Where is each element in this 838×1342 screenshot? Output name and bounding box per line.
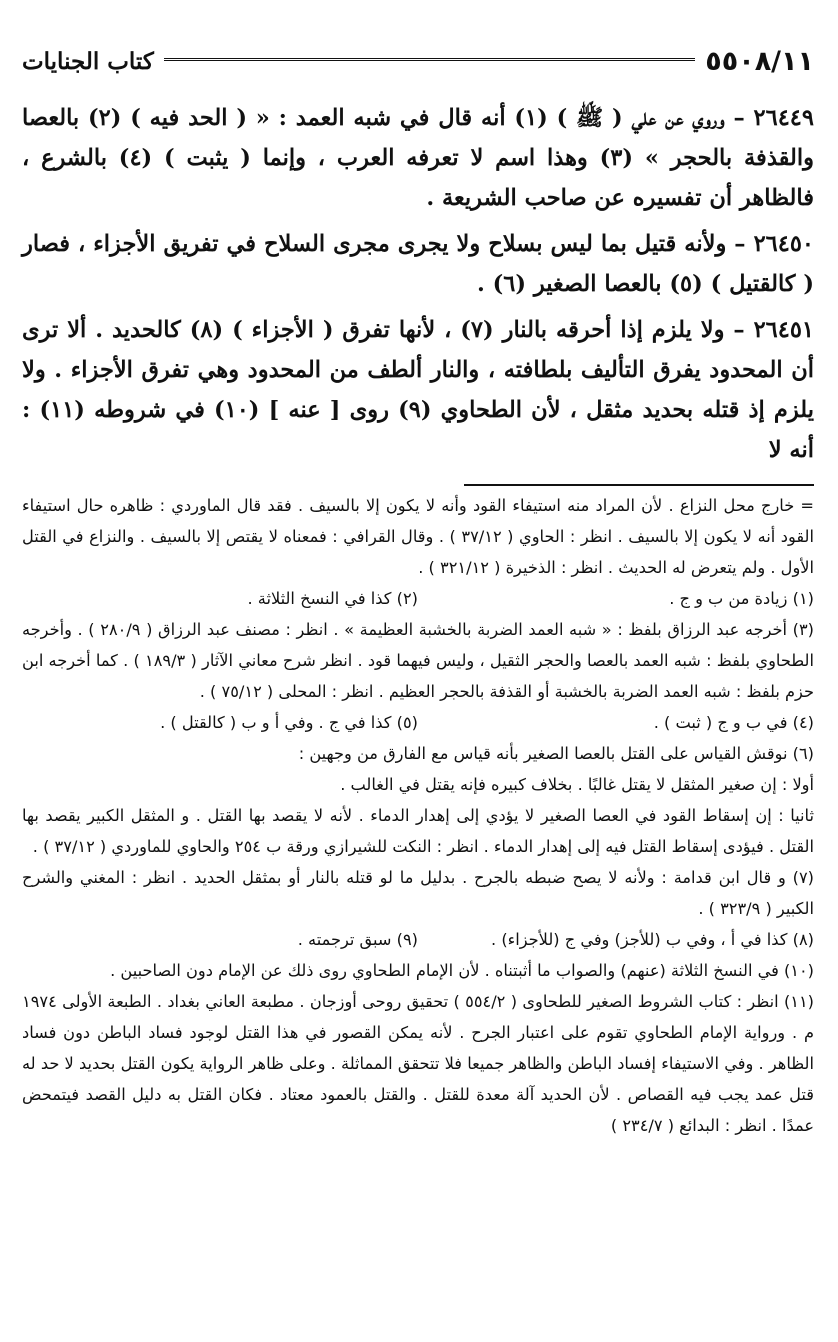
footnote-row-8-9 (22, 924, 814, 955)
footnote-carryover: = خارج محل النزاع . لأن المراد منه استيفاء القود وأنه لا يكون إلا بالسيف . فقد قال الماوردي : ظاهره حال استيفاء القود أنه لا يكون إلا بالسيف . انظر : الحاوي ( ٣٧/١٢ ) . وقال القرافي : فمعناه لا يقتص إلا بالسيف . والنزاع في القتل الأول . ولم يتعرض له الحديث . انظر : الذخيرة ( ٣٢١/١٢ ) . (22, 496, 814, 577)
footnote-4: (٤) في ب و ج ( ثبت ) . (653, 713, 814, 732)
footnote-11: (١١) انظر : كتاب الشروط الصغير للطحاوى ( ٥٥٤/٢ ) تحقيق روحى أوزجان . مطبعة العاني بغداد . الطبعة الأولى ١٩٧٤ م . ورواية الإمام الطحاوي تقوم على اعتبار الجرح . لأنه يمكن القصور في هذا القتل لوجود فساد الباطن دون فساد الظاهر . وفي الاستيفاء إفساد الباطن والظاهر جميعا فلا تتحقق المماثلة . وعلى ظاهر الرواية يكون القتل بحديد لا حد له قتل عمد يجب فيه القصاص . لأن الحديد آلة معدة للقتل . والقتل بالعمود معتاد . فكان القتل به دليل القصد فيتمحض عمدًا . انظر : البدائع ( ٢٣٤/٧ ) (22, 992, 814, 1135)
footnote-1: (١) زيادة من ب و ج . (669, 589, 814, 608)
footnote-2: (٢) كذا في النسخ الثلاثة . (247, 589, 418, 608)
book-title: كتاب الجنايات (22, 47, 154, 75)
page (22, 36, 814, 1141)
paragraph-26449: ٢٦٤٤٩ – وروي عن علي ( ﷺ ) (١) أنه قال في شبه العمد : « ( الحد فيه ) (٢) بالعصا والقذفة بالحجر » (٣) وهذا اسم لا تعرفه العرب ، وإنما ( يثبت ) (٤) بالشرع ، فالظاهر أن تفسيره عن صاحب الشريعة . (22, 105, 814, 211)
footnote-10: (١٠) في النسخ الثلاثة (عنهم) والصواب ما أثبتناه . لأن الإمام الطحاوي روى ذلك عن الإمام دون الصاحبين . (110, 961, 814, 980)
footnote-row-1-2 (22, 583, 814, 614)
footnote-separator (464, 484, 814, 486)
footnote-6: (٦) نوقش القياس على القتل بالعصا الصغير بأنه قياس مع الفارق من وجهين : (298, 744, 814, 763)
footnote-6-first: أولا : إن صغير المثقل لا يقتل غالبًا . بخلاف كبيره فإنه يقتل في الغالب . (340, 775, 814, 794)
main-text (22, 98, 814, 470)
header-rule (164, 58, 695, 64)
footnote-5: (٥) كذا في ج . وفي أ و ب ( كالقتل ) . (160, 713, 418, 732)
footnote-7: (٧) و قال ابن قدامة : ولأنه لا يصح ضبطه بالجرح . بدليل ما لو قتله بالنار أو بمثقل الحديد . انظر : المغني والشرح الكبير ( ٣٢٣/٩ ) . (22, 868, 814, 918)
footnote-8: (٨) كذا في أ ، وفي ب (للأجز) وفي ج (للأجزاء) . (491, 930, 814, 949)
footnote-row-4-5 (22, 707, 814, 738)
paragraph-26451: ٢٦٤٥١ – ولا يلزم إذا أحرقه بالنار (٧) ، لأنها تفرق ( الأجزاء ) (٨) كالحديد . ألا ترى أن المحدود يفرق التأليف بلطافته ، والنار ألطف من المحدود وهي تفرق الأجزاء . ولا يلزم إذ قتله بحديد مثقل ، لأن الطحاوي (٩) روى [ عنه ] (١٠) في شروطه (١١) : أنه لا (22, 317, 814, 463)
page-number: ٥٥٠٨/١١ (705, 45, 814, 77)
footnote-9: (٩) سبق ترجمته . (297, 930, 418, 949)
paragraph-26450: ٢٦٤٥٠ – ولأنه قتيل بما ليس بسلاح ولا يجرى مجرى السلاح في تفريق الأجزاء ، فصار ( كالقتيل ) (٥) بالعصا الصغير (٦) . (22, 231, 814, 297)
page-header (22, 36, 814, 86)
footnotes (22, 490, 814, 1141)
footnote-6-second: ثانيا : إن إسقاط القود في العصا الصغير لا يؤدي إلى إهدار الدماء . لأنه لا يقصد بها القتل . و المثقل الكبير يقصد بها القتل . فيؤدى إسقاط القتل فيه إلى إهدار الدماء . انظر : النكت للشيرازي ورقة ب ٢٥٤ والحاوي للماوردي ( ٣٧/١٢ ) . (22, 806, 814, 856)
footnote-3: (٣) أخرجه عبد الرزاق بلفظ : « شبه العمد الضربة بالخشبة العظيمة » . انظر : مصنف عبد الرزاق ( ٢٨٠/٩ ) . وأخرجه الطحاوي بلفظ : شبه العمد بالعصا والحجر الثقيل ، وليس فيهما قود . انظر شرح معاني الآثار ( ١٨٩/٣ ) . كما أخرجه ابن حزم بلفظ : شبه العمد الضربة بالخشبة أو القذفة بالحجر العظيم . انظر : المحلى ( ٧٥/١٢ ) . (22, 620, 814, 701)
